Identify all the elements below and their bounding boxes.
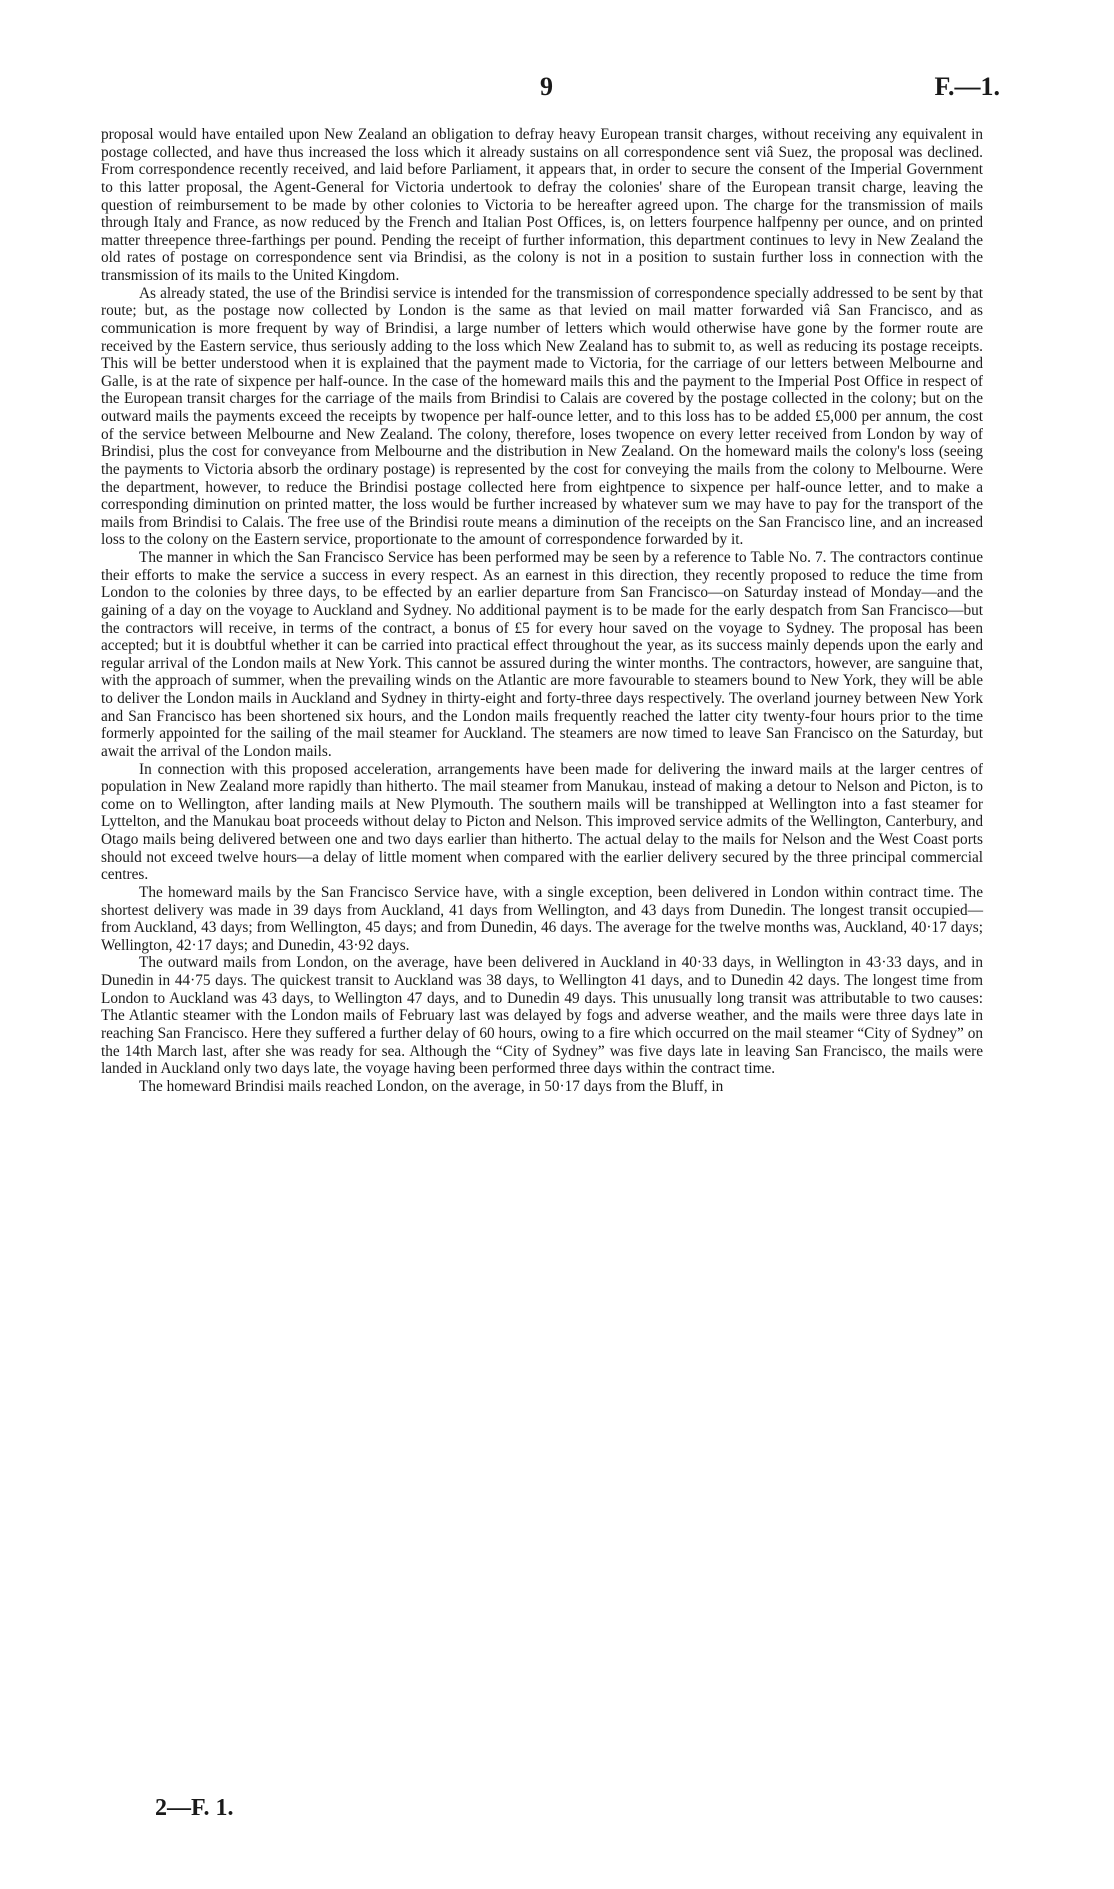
- paragraph-homeward-brindisi-mails: The homeward Brindisi mails reached London, on the average, in 50·17 days from the Bluff, in: [139, 1077, 724, 1095]
- page-number: 9: [540, 72, 553, 101]
- paragraph-brindisi-proposal: proposal would have entailed upon New Zealand an obligation to defray heavy European transit charges, without receiving any equivalent in postage collected, and have thus increased the loss which it already sustains on all correspondence sent viâ Suez, the proposal was declined. From correspondence recently received, and laid before Parliament, it appears that, in order to secure the consent of the Imperial Government to this latter proposal, the Agent-General for Victoria undertook to defray the colonies' share of the European transit charge, leaving the question of reimbursement to be made by other colonies to Victoria to be hereafter agreed upon. The charge for the transmission of mails through Italy and France, as now reduced by the French and Italian Post Offices, is, on letters fourpence halfpenny per ounce, and on printed matter threepence three-farthings per pound. Pending the receipt of further information, this department continues to levy in New Zealand the old rates of postage on correspondence sent via Brindisi, as the colony is not in a position to sustain further loss in connection with the transmission of its mails to the United Kingdom.: [101, 126, 983, 284]
- paragraph-inward-mails-acceleration: In connection with this proposed acceleration, arrangements have been made for delivering the inward mails at the larger centres of population in New Zealand more rapidly than hitherto. The mail steamer from Manukau, instead of making a detour to Nelson and Picton, is to come on to Wellington, after landing mails at New Plymouth. The southern mails will be transhipped at Wellington into a fast steamer for Lyttelton, and the Manukau boat proceeds without delay to Picton and Nelson. This improved service admits of the Wellington, Canterbury, and Otago mails being delivered between one and two days earlier than hitherto. The actual delay to the mails for Nelson and the West Coast ports should not exceed twelve hours—a delay of little moment when compared with the earlier delivery secured by the three principal commercial centres.: [101, 760, 983, 884]
- paragraph-homeward-mails: The homeward mails by the San Francisco Service have, with a single exception, been delivered in London within contract time. The shortest delivery was made in 39 days from Auckland, 41 days from Wellington, and 43 days from Dunedin. The longest transit occupied—from Auckland, 43 days; from Wellington, 45 days; and from Dunedin, 46 days. The average for the twelve months was, Auckland, 40·17 days; Wellington, 42·17 days; and Dunedin, 43·92 days.: [101, 883, 983, 954]
- paragraph-brindisi-service: As already stated, the use of the Brindisi service is intended for the transmission of correspondence specially addressed to be sent by that route; but, as the postage now collected by London is the same as that levied on mail matter forwarded viâ San Francisco, and as communication is more frequent by way of Brindisi, a large number of letters which would otherwise have gone by the former route are received by the Eastern service, thus seriously adding to the loss which New Zealand has to submit to, as well as reducing its postage receipts. This will be better understood when it is explained that the payment made to Victoria, for the carriage of our letters between Melbourne and Galle, is at the rate of sixpence per half-ounce. In the case of the homeward mails this and the payment to the Imperial Post Office in respect of the European transit charges for the carriage of the mails from Brindisi to Calais are covered by the postage collected in the colony; but on the outward mails the payments exceed the receipts by twopence per half-ounce letter, and to this loss has to be added £5,000 per annum, the cost of the service between Melbourne and New Zealand. The colony, therefore, loses twopence on every letter received from London by way of Brindisi, plus the cost for conveyance from Melbourne and the distribution in New Zealand. On the homeward mails the colony's loss (seeing the payments to Victoria absorb the ordinary postage) is represented by the cost for conveying the mails from the colony to Melbourne. Were the department, however, to reduce the Brindisi postage collected here from eightpence to sixpence per half-ounce letter, and to make a corresponding diminution on printed matter, the loss would be further increased by whatever sum we may have to pay for the transport of the mails from Brindisi to Calais. The free use of the Brindisi route means a diminution of the receipts on the San Francisco line, and an increased loss to the colony on the Eastern service, proportionate to the amount of correspondence forwarded by it.: [101, 284, 983, 549]
- document-reference: F.—1.: [934, 72, 1000, 101]
- body-text: [101, 126, 983, 1095]
- signature-mark: 2—F. 1.: [155, 1795, 234, 1821]
- paragraph-outward-mails: The outward mails from London, on the average, have been delivered in Auckland in 40·33 days, in Wellington in 43·33 days, and in Dunedin in 44·75 days. The quickest transit to Auckland was 38 days, to Wellington 41 days, and to Dunedin 42 days. The longest time from London to Auckland was 43 days, to Wellington 47 days, and to Dunedin 49 days. This unusually long transit was attributable to two causes: The Atlantic steamer with the London mails of February last was delayed by fogs and adverse weather, and the mails were three days late in reaching San Francisco. Here they suffered a further delay of 60 hours, owing to a fire which occurred on the mail steamer “City of Sydney” on the 14th March last, after she was ready for sea. Although the “City of Sydney” was five days late in leaving San Francisco, the mails were landed in Auckland only two days late, the voyage having been performed three days within the contract time.: [101, 954, 983, 1078]
- paragraph-san-francisco-service: The manner in which the San Francisco Service has been performed may be seen by a reference to Table No. 7. The contractors continue their efforts to make the service a success in every respect. As an earnest in this direction, they recently proposed to reduce the time from London to the colonies by three days, to be effected by an earlier departure from San Francisco—on Saturday instead of Monday—and the gaining of a day on the voyage to Auckland and Sydney. No additional payment is to be made for the early despatch from San Francisco—but the contractors will receive, in terms of the contract, a bonus of £5 for every hour saved on the voyage to Sydney. The proposal has been accepted; but it is doubtful whether it can be carried into practical effect throughout the year, as its success mainly depends upon the early and regular arrival of the London mails at New York. This cannot be assured during the winter months. The contractors, however, are sanguine that, with the approach of summer, when the prevailing winds on the Atlantic are more favourable to steamers bound to New York, they will be able to deliver the London mails in Auckland and Sydney in thirty-eight and forty-three days respectively. The overland journey between New York and San Francisco has been shortened six hours, and the London mails frequently reached the latter city twenty-four hours prior to the time formerly appointed for the sailing of the mail steamer for Auckland. The steamers are now timed to leave San Francisco on the Saturday, but await the arrival of the London mails.: [101, 549, 983, 760]
